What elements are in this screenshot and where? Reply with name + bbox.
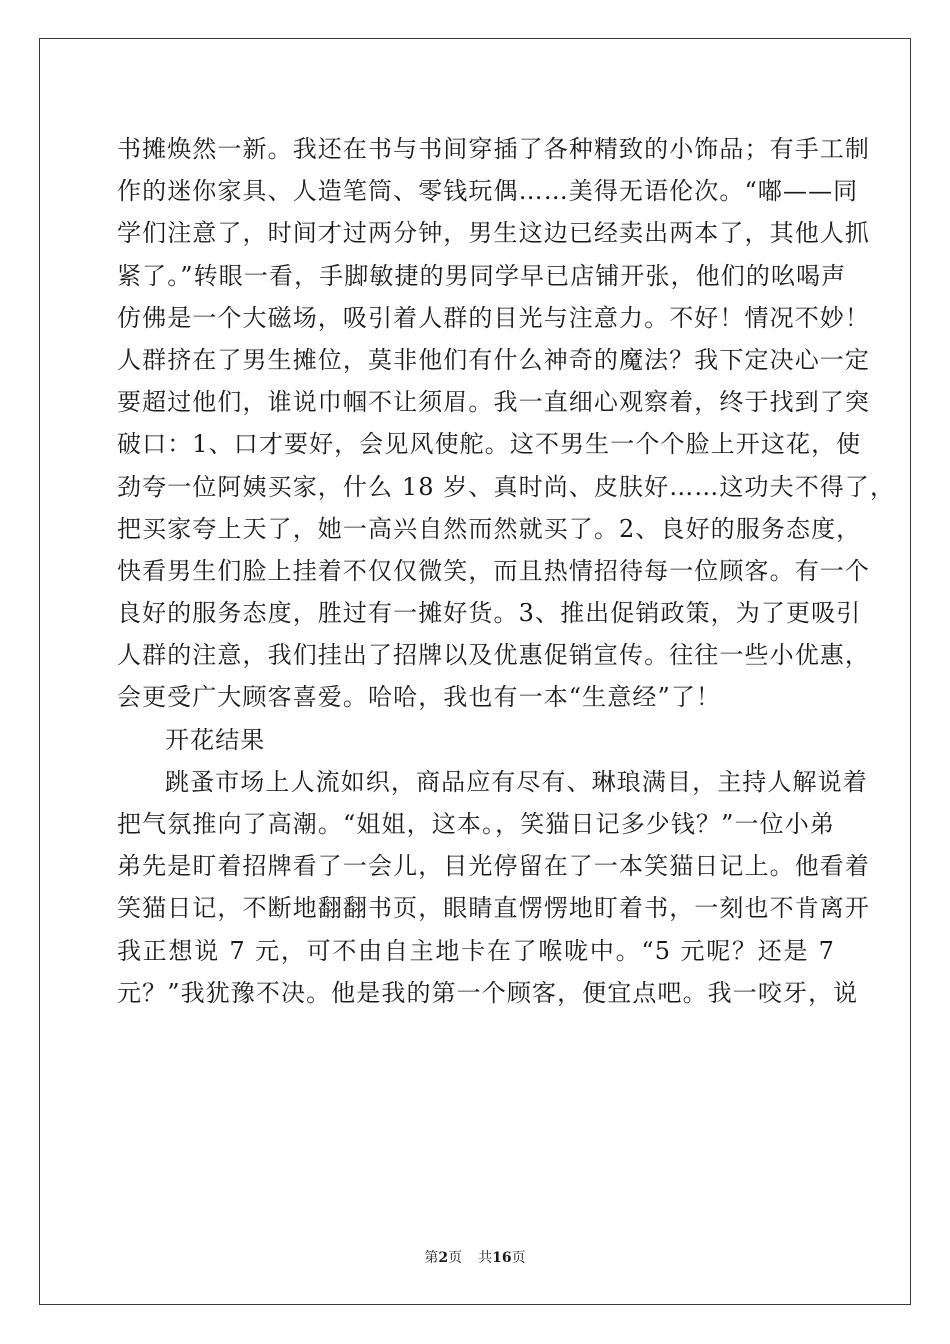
- document-body: [117, 128, 896, 1014]
- text-line: 紧了。”转眼一看，手脚敏捷的男同学早已店铺开张，他们的吆喝声: [117, 261, 847, 290]
- text-line: 人群挤在了男生摊位，莫非他们有什么神奇的魔法？我下定决心一定: [117, 345, 870, 374]
- text-line: 良好的服务态度，胜过有一摊好货。3、推出促销政策，为了更吸引: [117, 599, 862, 628]
- text-line: 劲夸一位阿姨买家，什么 18 岁、真时尚、皮肤好……这功夫不得了，: [117, 472, 896, 501]
- text-line: 要超过他们，谁说巾帼不让须眉。我一直细心观察着，终于找到了突: [117, 388, 870, 417]
- text-line: 人群的注意，我们挂出了招牌以及优惠促销宣传。往往一些小优惠，: [117, 641, 870, 670]
- text-line: 我正想说 7 元，可不由自主地卡在了喉咙中。“5 元呢？还是 7: [117, 936, 835, 965]
- text-line: 把买家夸上天了，她一高兴自然而然就买了。2、良好的服务态度，: [117, 514, 862, 543]
- text-line: 学们注意了，时间才过两分钟，男生这边已经卖出两本了，其他人抓: [117, 219, 870, 248]
- footer-prefix: 第: [424, 1250, 439, 1266]
- text-line: 弟先是盯着招牌看了一会儿，目光停留在了一本笑猫日记上。他看着: [117, 852, 870, 881]
- footer-page-suffix: 页: [448, 1250, 463, 1266]
- section-heading: 开花结果: [165, 725, 266, 754]
- text-line: 元？”我犹豫不决。他是我的第一个顾客，便宜点吧。我一咬牙，说: [117, 978, 859, 1007]
- text-line: 破口：1、口才要好，会见风使舵。这不男生一个个脸上开这花，使: [117, 430, 862, 459]
- page-footer: [0, 1247, 950, 1267]
- text-line: 仿佛是一个大磁场，吸引着人群的目光与注意力。不好！情况不妙！: [117, 303, 870, 332]
- text-line: 把气氛推向了高潮。“姐姐，这本。，笑猫日记多少钱？”一位小弟: [117, 810, 835, 838]
- footer-page-number: 2: [438, 1250, 449, 1266]
- footer-total-pages: 16: [492, 1250, 512, 1266]
- text-line: 作的迷你家具、人造笔筒、零钱玩偶……美得无语伦次。“嘟——同: [117, 177, 859, 206]
- text-line: 快看男生们脸上挂着不仅仅微笑，而且热情招待每一位顾客。有一个: [117, 556, 870, 585]
- text-line: 跳蚤市场上人流如织，商品应有尽有、琳琅满目，主持人解说着: [165, 767, 868, 796]
- text-line: 会更受广大顾客喜爱。哈哈，我也有一本“生意经”了！: [117, 683, 722, 712]
- text-line: 笑猫日记，不断地翻翻书页，眼睛直愣愣地盯着书，一刻也不肯离开: [117, 894, 870, 923]
- footer-total-suffix: 页: [511, 1250, 526, 1266]
- footer-total-prefix: 共: [478, 1250, 493, 1266]
- text-line: 书摊焕然一新。我还在书与书间穿插了各种精致的小饰品；有手工制: [117, 135, 870, 163]
